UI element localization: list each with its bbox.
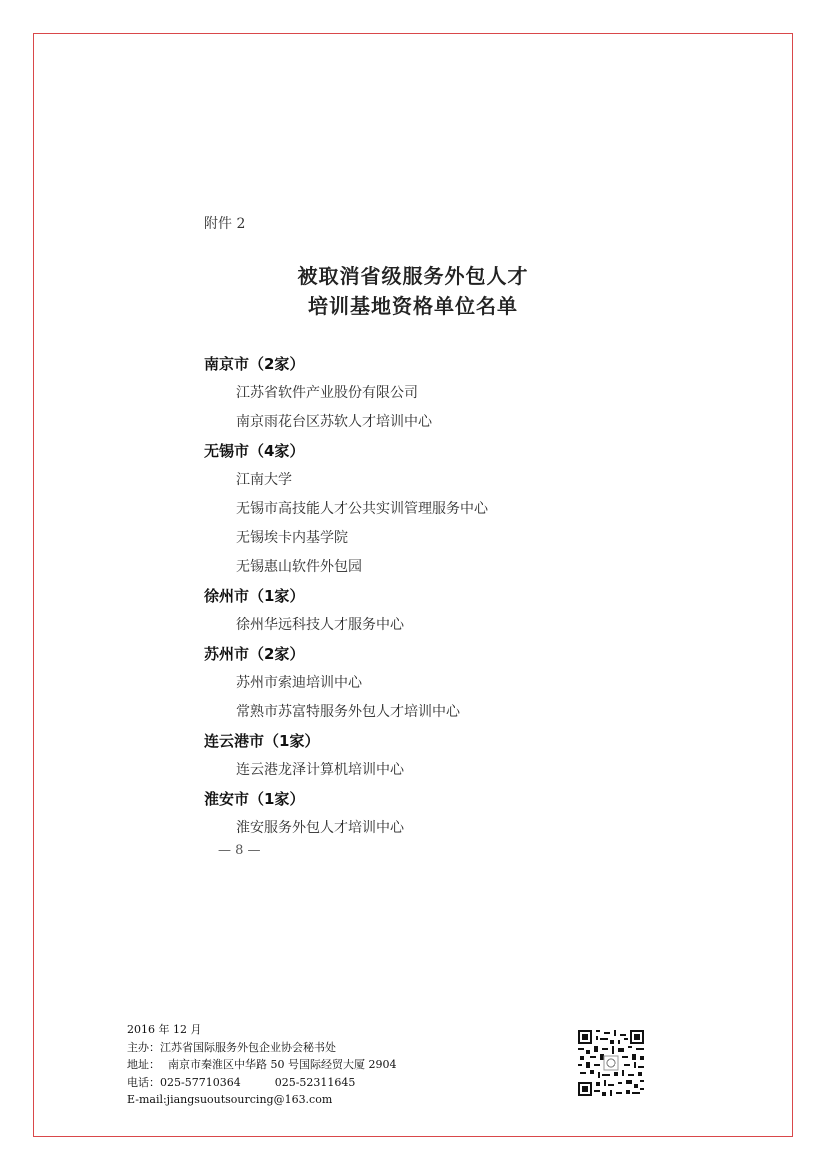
document-title-line1: 被取消省级服务外包人才 bbox=[297, 264, 529, 288]
city-group-suzhou bbox=[204, 640, 488, 727]
footer-date: 2016 年 12 月 bbox=[127, 1023, 202, 1036]
qr-code-icon bbox=[578, 1030, 644, 1096]
city-heading: 淮安市（1家） bbox=[204, 790, 305, 808]
list-item: 江南大学 bbox=[236, 472, 292, 488]
document-title-line2: 培训基地资格单位名单 bbox=[308, 294, 518, 318]
city-heading: 无锡市（4家） bbox=[204, 442, 305, 460]
footer-address-label: 地址： bbox=[127, 1058, 160, 1071]
page-number: — 8 — bbox=[218, 843, 261, 858]
attachment-label: 附件 2 bbox=[204, 216, 246, 232]
footer-address-line bbox=[127, 1056, 396, 1074]
list-item: 无锡市高技能人才公共实训管理服务中心 bbox=[236, 501, 488, 517]
city-group-wuxi bbox=[204, 437, 488, 582]
city-group-huaian bbox=[204, 785, 488, 843]
footer-info bbox=[127, 1021, 396, 1109]
city-heading: 苏州市（2家） bbox=[204, 645, 305, 663]
footer-sponsor: 主办：江苏省国际服务外包企业协会秘书处 bbox=[127, 1040, 336, 1054]
organization-list bbox=[204, 350, 488, 843]
city-heading: 南京市（2家） bbox=[204, 355, 305, 373]
list-item: 南京雨花台区苏软人才培训中心 bbox=[236, 414, 432, 430]
footer-phone2: 025-52311645 bbox=[274, 1075, 356, 1089]
footer-address: 南京市秦淮区中华路 50 号国际经贸大厦 2904 bbox=[168, 1058, 397, 1071]
list-item: 无锡惠山软件外包园 bbox=[236, 559, 362, 575]
city-group-xuzhou bbox=[204, 582, 488, 640]
footer-phone-label: 电话： bbox=[127, 1075, 160, 1089]
city-group-lianyungang bbox=[204, 727, 488, 785]
city-heading: 徐州市（1家） bbox=[204, 587, 305, 605]
city-heading: 连云港市（1家） bbox=[204, 732, 320, 750]
footer-email: E-mail:jiangsuoutsourcing@163.com bbox=[127, 1093, 333, 1106]
list-item: 苏州市索迪培训中心 bbox=[236, 675, 362, 691]
footer-phone1: 025-57710364 bbox=[160, 1075, 241, 1089]
list-item: 淮安服务外包人才培训中心 bbox=[236, 820, 404, 836]
list-item: 常熟市苏富特服务外包人才培训中心 bbox=[236, 704, 460, 720]
footer-phone-line bbox=[127, 1074, 396, 1092]
list-item: 徐州华远科技人才服务中心 bbox=[236, 617, 404, 633]
city-group-nanjing bbox=[204, 350, 488, 437]
list-item: 连云港龙泽计算机培训中心 bbox=[236, 762, 404, 778]
list-item: 江苏省软件产业股份有限公司 bbox=[236, 385, 418, 401]
list-item: 无锡埃卡内基学院 bbox=[236, 530, 348, 546]
